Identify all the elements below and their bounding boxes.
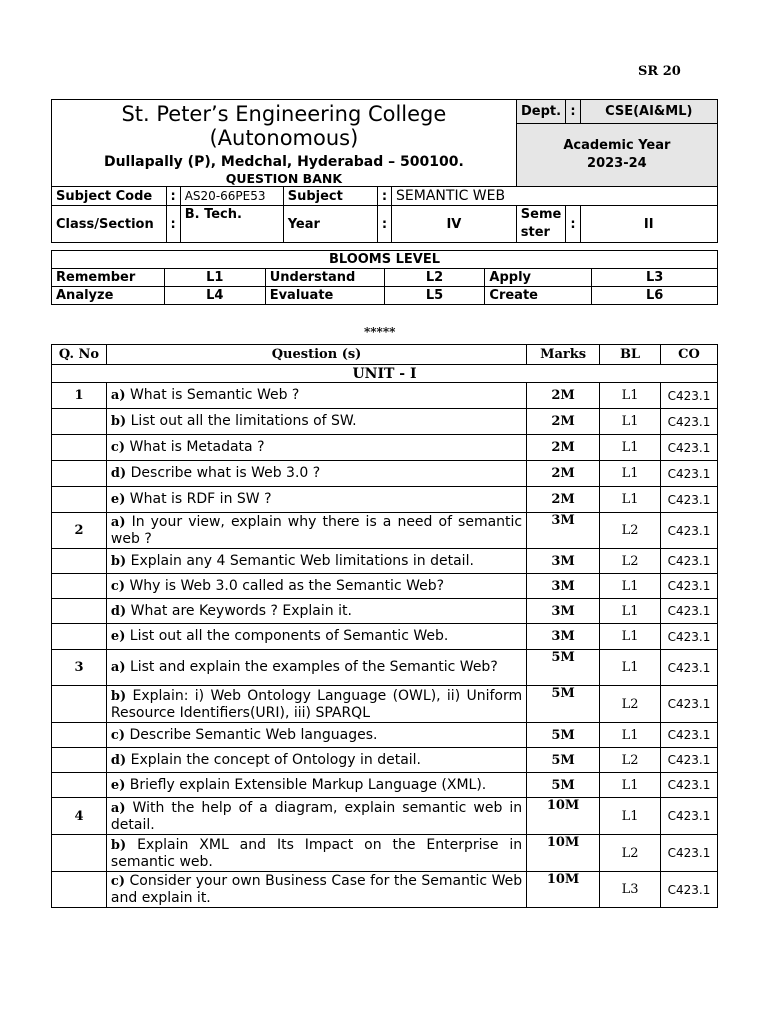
question-co: C423.1 [660, 723, 717, 748]
question-co: C423.1 [660, 798, 717, 835]
question-number [52, 574, 107, 599]
question-co: C423.1 [660, 574, 717, 599]
question-marks: 3M [527, 513, 600, 549]
question-co: C423.1 [660, 748, 717, 773]
question-bl: L1 [600, 383, 661, 409]
question-bl: L1 [600, 461, 661, 487]
question-text [106, 574, 526, 599]
question-co: C423.1 [660, 686, 717, 723]
question-part: c) [110, 727, 125, 743]
question-co: C423.1 [660, 773, 717, 798]
header-question: Question (s) [106, 345, 526, 365]
dept-colon: : [566, 100, 580, 124]
question-body: Explain: i) Web Ontology Language (OWL), ii) Uniform Resource Identifiers(URI), iii) SPARQL [110, 687, 523, 721]
question-bl: L1 [600, 599, 661, 624]
blooms-cell: L1 [164, 269, 265, 287]
academic-year-label: Academic Year [563, 137, 671, 153]
blooms-cell: L5 [384, 287, 485, 305]
question-text [106, 435, 526, 461]
separator: ***** [364, 325, 396, 339]
blooms-cell: L6 [592, 287, 718, 305]
question-part: e) [110, 629, 126, 644]
question-body: List out all the components of Semantic Web. [129, 628, 449, 644]
question-table [51, 344, 718, 908]
question-number [52, 624, 107, 650]
question-co: C423.1 [660, 383, 717, 409]
question-co: C423.1 [660, 835, 717, 872]
class-label: Class/Section [52, 206, 167, 243]
question-marks: 5M [527, 686, 600, 723]
question-marks: 5M [527, 723, 600, 748]
question-body: List and explain the examples of the Semantic Web? [129, 659, 498, 675]
question-row [52, 872, 718, 908]
colon: : [166, 187, 180, 206]
colon: : [377, 206, 391, 243]
college-address: Dullapally (P), Medchal, Hyderabad – 500100. [103, 154, 464, 170]
blooms-cell: Create [485, 287, 592, 305]
question-part: b) [110, 837, 127, 853]
question-part: e) [110, 492, 126, 507]
question-row [52, 574, 718, 599]
question-body: Why is Web 3.0 called as the Semantic Web? [129, 577, 445, 594]
question-part: a) [110, 515, 126, 530]
question-body: In your view, explain why there is a need of semantic web ? [110, 514, 523, 547]
question-part: c) [110, 440, 125, 455]
question-bl: L1 [600, 798, 661, 835]
question-text [106, 835, 526, 872]
question-body: What is RDF in SW ? [129, 491, 272, 507]
question-part: b) [110, 688, 127, 704]
question-bl: L1 [600, 409, 661, 435]
question-row [52, 650, 718, 686]
question-part: a) [110, 800, 126, 816]
question-body: What is Semantic Web ? [129, 387, 300, 403]
question-body: Explain any 4 Semantic Web limitations in detail. [130, 552, 474, 569]
question-number [52, 686, 107, 723]
question-number: 2 [52, 513, 107, 549]
class-value: B. Tech. [180, 206, 283, 243]
question-co: C423.1 [660, 624, 717, 650]
question-number [52, 835, 107, 872]
header-co: CO [660, 345, 717, 365]
semester-label-2: ster [520, 225, 550, 240]
blooms-row [52, 269, 718, 287]
question-part: d) [110, 752, 127, 768]
sr-code: SR 20 [638, 64, 681, 79]
question-row [52, 748, 718, 773]
colon: : [377, 187, 391, 206]
blooms-cell: Evaluate [265, 287, 384, 305]
question-marks: 10M [527, 872, 600, 908]
subject-value: SEMANTIC WEB [392, 187, 718, 206]
blooms-cell: Remember [52, 269, 165, 287]
question-number: 1 [52, 383, 107, 409]
question-row [52, 487, 718, 513]
question-text [106, 461, 526, 487]
question-bl: L1 [600, 773, 661, 798]
question-co: C423.1 [660, 599, 717, 624]
question-text [106, 872, 526, 908]
question-number [52, 773, 107, 798]
question-number [52, 723, 107, 748]
question-text [106, 798, 526, 835]
question-number [52, 872, 107, 908]
dept-label: Dept. [516, 100, 566, 124]
question-part: a) [110, 660, 126, 675]
question-row [52, 835, 718, 872]
question-bl: L1 [600, 574, 661, 599]
question-bl: L3 [600, 872, 661, 908]
question-row [52, 624, 718, 650]
college-block [52, 100, 517, 187]
year-label: Year [283, 206, 377, 243]
subject-label: Subject [283, 187, 377, 206]
question-number: 4 [52, 798, 107, 835]
question-part: a) [110, 388, 126, 403]
question-text [106, 686, 526, 723]
question-part: d) [110, 603, 127, 619]
header-table [51, 99, 718, 243]
question-text [106, 624, 526, 650]
question-bl: L2 [600, 686, 661, 723]
blooms-cell: L4 [164, 287, 265, 305]
question-number [52, 487, 107, 513]
question-text [106, 773, 526, 798]
question-co: C423.1 [660, 513, 717, 549]
blooms-cell: Understand [265, 269, 384, 287]
question-co: C423.1 [660, 435, 717, 461]
question-marks: 5M [527, 773, 600, 798]
blooms-table [51, 250, 718, 305]
question-marks: 5M [527, 748, 600, 773]
semester-label [516, 206, 566, 243]
question-co: C423.1 [660, 872, 717, 908]
blooms-cell: Analyze [52, 287, 165, 305]
blooms-title: BLOOMS LEVEL [52, 251, 718, 269]
question-row [52, 599, 718, 624]
question-part: e) [110, 777, 126, 793]
question-part: c) [110, 578, 125, 594]
question-bl: L1 [600, 650, 661, 686]
question-number: 3 [52, 650, 107, 686]
question-text [106, 409, 526, 435]
question-marks: 2M [527, 435, 600, 461]
question-bl: L2 [600, 549, 661, 574]
question-marks: 2M [527, 487, 600, 513]
question-marks: 10M [527, 798, 600, 835]
question-co: C423.1 [660, 461, 717, 487]
question-marks: 2M [527, 461, 600, 487]
question-body: What are Keywords ? Explain it. [130, 602, 352, 619]
question-row [52, 513, 718, 549]
question-number [52, 549, 107, 574]
question-part: d) [110, 466, 127, 481]
question-bl: L1 [600, 723, 661, 748]
question-row [52, 383, 718, 409]
academic-year [516, 123, 717, 186]
year-value: IV [392, 206, 517, 243]
question-part: b) [110, 553, 127, 569]
question-marks: 2M [527, 383, 600, 409]
question-co: C423.1 [660, 409, 717, 435]
blooms-row [52, 287, 718, 305]
question-body: What is Metadata ? [129, 439, 265, 455]
question-number [52, 599, 107, 624]
semester-label-1: Seme [520, 207, 562, 222]
colon: : [166, 206, 180, 243]
question-row [52, 773, 718, 798]
question-text [106, 599, 526, 624]
unit-title: UNIT - I [52, 365, 718, 383]
question-text [106, 487, 526, 513]
question-text [106, 748, 526, 773]
question-part: c) [110, 874, 125, 889]
blooms-cell: L2 [384, 269, 485, 287]
header-qno: Q. No [52, 345, 107, 365]
blooms-cell: Apply [485, 269, 592, 287]
question-number [52, 435, 107, 461]
question-row [52, 723, 718, 748]
question-number [52, 461, 107, 487]
question-body: List out all the limitations of SW. [130, 413, 357, 429]
question-row [52, 461, 718, 487]
question-row [52, 435, 718, 461]
question-marks: 3M [527, 599, 600, 624]
question-number [52, 409, 107, 435]
question-text [106, 723, 526, 748]
header-bl: BL [600, 345, 661, 365]
question-bl: L2 [600, 748, 661, 773]
question-co: C423.1 [660, 549, 717, 574]
question-co: C423.1 [660, 650, 717, 686]
college-name: St. Peter’s Engineering College (Autonomous) [121, 102, 447, 150]
question-marks: 3M [527, 574, 600, 599]
question-body: Explain XML and Its Impact on the Enterprise in semantic web. [110, 836, 523, 870]
question-marks: 3M [527, 624, 600, 650]
question-body: Explain the concept of Ontology in detail. [130, 751, 422, 768]
question-row [52, 798, 718, 835]
question-body: Describe what is Web 3.0 ? [130, 465, 321, 481]
document-type: QUESTION BANK [225, 171, 343, 186]
question-row [52, 686, 718, 723]
subject-code-label: Subject Code [52, 187, 167, 206]
academic-year-value: 2023-24 [587, 155, 647, 171]
question-number [52, 748, 107, 773]
question-row [52, 549, 718, 574]
question-marks: 10M [527, 835, 600, 872]
colon: : [566, 206, 580, 243]
dept-value: CSE(AI&ML) [580, 100, 717, 124]
question-body: Briefly explain Extensible Markup Language (XML). [129, 776, 487, 793]
question-co: C423.1 [660, 487, 717, 513]
header-marks: Marks [527, 345, 600, 365]
blooms-cell: L3 [592, 269, 718, 287]
question-body: Consider your own Business Case for the Semantic Web and explain it. [110, 873, 523, 906]
question-text [106, 549, 526, 574]
question-text [106, 650, 526, 686]
question-bl: L2 [600, 513, 661, 549]
question-text [106, 513, 526, 549]
question-part: b) [110, 414, 127, 429]
question-body: Describe Semantic Web languages. [129, 726, 378, 743]
question-bl: L1 [600, 624, 661, 650]
question-text [106, 383, 526, 409]
question-marks: 5M [527, 650, 600, 686]
question-marks: 3M [527, 549, 600, 574]
question-bl: L2 [600, 835, 661, 872]
question-bl: L1 [600, 487, 661, 513]
question-row [52, 409, 718, 435]
semester-value: II [580, 206, 717, 243]
question-marks: 2M [527, 409, 600, 435]
question-body: With the help of a diagram, explain semantic web in detail. [110, 799, 523, 833]
subject-code-value: AS20-66PE53 [180, 187, 283, 206]
question-bl: L1 [600, 435, 661, 461]
